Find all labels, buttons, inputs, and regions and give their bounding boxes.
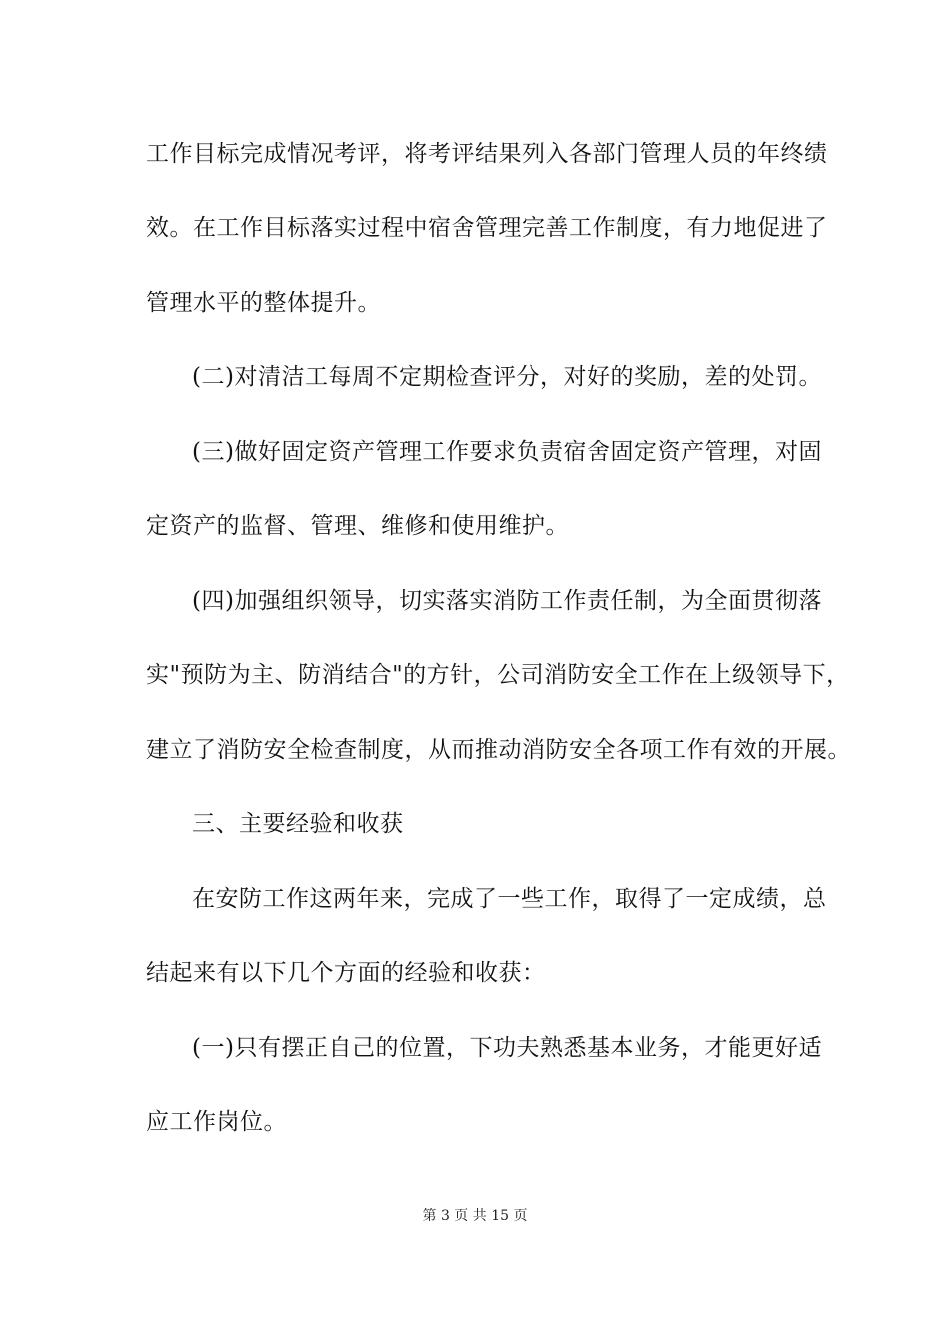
section-heading: 三、主要经验和收获: [192, 811, 404, 837]
paragraph-line: 定资产的监督、管理、维修和使用维护。: [146, 513, 569, 539]
paragraph-line: 应工作岗位。: [146, 1109, 287, 1135]
paragraph-line: (一)只有摆正自己的位置，下功夫熟悉基本业务，才能更好适: [192, 1035, 822, 1061]
paragraph-line: 建立了消防安全检查制度，从而推动消防安全各项工作有效的开展。: [146, 737, 851, 763]
paragraph-line: 管理水平的整体提升。: [146, 290, 381, 316]
paragraph-line: 实"预防为主、防消结合"的方针，公司消防安全工作在上级领导下，: [146, 662, 850, 688]
paragraph-line: (二)对清洁工每周不定期检查评分，对好的奖励，差的处罚。: [192, 364, 822, 390]
page-number-footer: 第 3 页 共 15 页: [422, 1208, 528, 1224]
paragraph-line: 效。在工作目标落实过程中宿舍管理完善工作制度，有力地促进了: [146, 215, 828, 241]
paragraph-line: (四)加强组织领导，切实落实消防工作责任制，为全面贯彻落: [192, 588, 822, 614]
paragraph-line: 工作目标完成情况考评，将考评结果列入各部门管理人员的年终绩: [146, 141, 828, 167]
paragraph-line: 在安防工作这两年来，完成了一些工作，取得了一定成绩，总: [192, 886, 827, 912]
paragraph-line: 结起来有以下几个方面的经验和收获：: [146, 960, 546, 986]
paragraph-line: (三)做好固定资产管理工作要求负责宿舍固定资产管理，对固: [192, 439, 822, 465]
